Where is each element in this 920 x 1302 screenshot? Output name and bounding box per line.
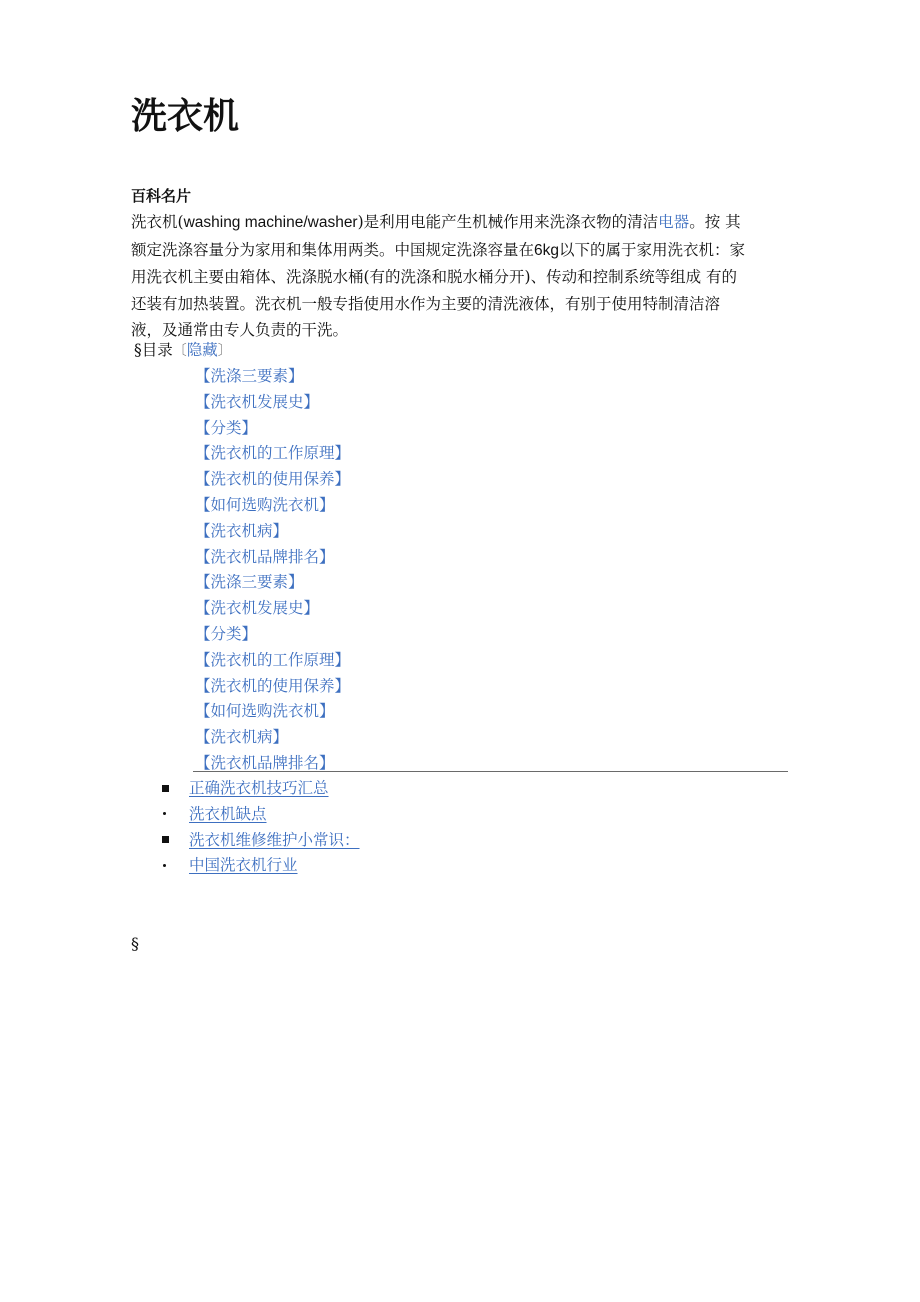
dot-bullet-icon [163, 812, 166, 815]
toc-item[interactable]: 【洗衣机的工作原理】 [195, 650, 351, 669]
toc-item[interactable]: 【洗衣机病】 [195, 521, 289, 540]
related-link[interactable]: 洗衣机维修维护小常识： [189, 830, 360, 849]
toc-item[interactable]: 【分类】 [195, 624, 258, 643]
related-link[interactable]: 正确洗衣机技巧汇总 [189, 779, 329, 797]
toc-item[interactable]: 【洗衣机发展史】 [195, 599, 320, 618]
intro-line-4: 还装有加热装置。洗衣机一般专指使用水作为主要的清洗液体，有别于使用特制清洁溶 [131, 294, 721, 313]
square-bullet-icon [162, 836, 169, 843]
intro-capacity-value: 6kg [534, 241, 560, 259]
section-symbol: § [134, 341, 142, 359]
toc-header [134, 339, 232, 362]
toc-item[interactable]: 【洗衣机病】 [195, 728, 289, 747]
toc-item[interactable]: 【洗衣机品牌排名】 [195, 547, 335, 566]
toc-label: 目录 [141, 341, 173, 359]
square-bullet-icon [162, 785, 169, 792]
intro-text: 洗衣机( [131, 213, 184, 231]
related-link[interactable]: 洗衣机缺点 [189, 804, 267, 823]
dot-bullet-icon [163, 864, 166, 867]
toc-item[interactable]: 【如何选购洗衣机】 [195, 495, 335, 514]
toc-item[interactable]: 【洗衣机的使用保养】 [195, 676, 351, 695]
intro-text: 额定洗涤容量分为家用和集体用两类。中国规定洗涤容量在 [131, 240, 535, 259]
toc-item[interactable]: 【洗衣机的使用保养】 [195, 470, 351, 489]
intro-line-2 [131, 237, 786, 265]
toc-item[interactable]: 【洗衣机品牌排名】 [195, 753, 335, 772]
intro-text: )是利用电能产生机械作用来洗涤衣物的清洁 [357, 213, 659, 231]
bullet-marker [158, 802, 189, 828]
toc-bracket-open: 〔 [172, 343, 187, 359]
intro-english-term: washing machine/washer [183, 214, 358, 231]
related-links-list [158, 776, 360, 879]
toc-bracket-close: 〕 [217, 343, 232, 359]
horizontal-divider [193, 771, 788, 772]
encyclopedia-card-heading: 百科名片 [131, 187, 192, 205]
toc-hide-toggle[interactable]: 隐藏 [186, 341, 218, 359]
toc-item[interactable]: 【如何选购洗衣机】 [195, 702, 335, 721]
toc-item[interactable]: 【洗涤三要素】 [195, 573, 304, 592]
toc-item[interactable]: 【洗衣机的工作原理】 [195, 444, 351, 463]
related-link-item[interactable] [158, 828, 360, 854]
toc-item[interactable]: 【洗涤三要素】 [195, 367, 304, 385]
intro-paragraph [131, 209, 786, 344]
intro-text: 以下的属于家用洗衣机：家 [559, 240, 746, 259]
intro-line-5: 液，及通常由专人负责的干洗。 [131, 321, 349, 339]
related-link-item[interactable] [158, 853, 360, 879]
related-link-item[interactable] [158, 802, 360, 828]
bullet-marker [158, 776, 189, 802]
bullet-marker [158, 828, 189, 854]
intro-line-1 [131, 209, 786, 237]
footer-section-symbol: § [131, 934, 139, 953]
toc-item[interactable]: 【分类】 [195, 418, 258, 437]
appliance-link[interactable]: 电器 [658, 213, 690, 231]
intro-text: 。按 其 [689, 213, 741, 231]
related-link[interactable]: 中国洗衣机行业 [189, 856, 298, 875]
page-title: 洗衣机 [131, 96, 240, 137]
intro-line-3: 用洗衣机主要由箱体、洗涤脱水桶(有的洗涤和脱水桶分开)、传动和控制系统等组成 有的 [131, 268, 738, 286]
toc-list [195, 364, 350, 777]
bullet-marker [158, 853, 189, 879]
toc-item[interactable]: 【洗衣机发展史】 [195, 392, 320, 411]
related-link-item[interactable] [158, 776, 360, 802]
